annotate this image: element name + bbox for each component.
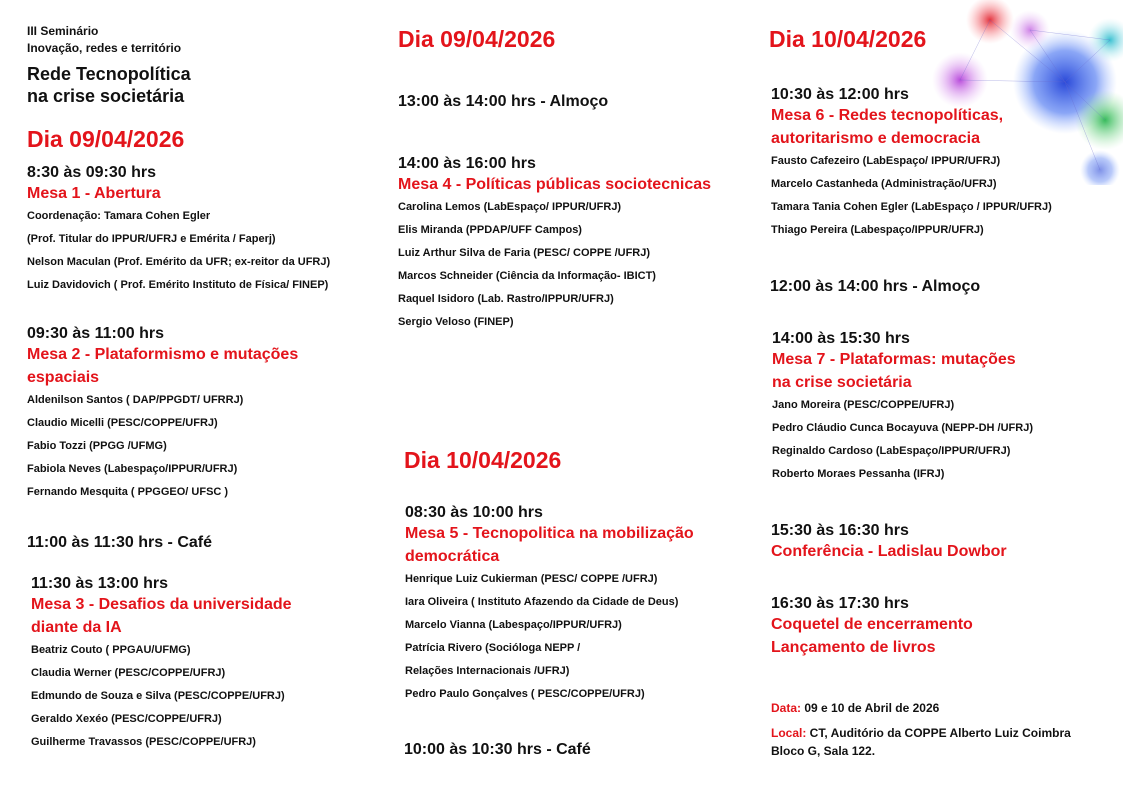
list-item: Guilherme Travassos (PESC/COPPE/UFRJ) [31,736,256,748]
list-item: Claudia Werner (PESC/COPPE/UFRJ) [31,667,226,679]
list-item: Nelson Maculan (Prof. Emérito da UFR; ex-reitor da UFRJ) [27,256,331,268]
list-item: Fabiola Neves (Labespaço/IPPUR/UFRJ) [27,463,238,475]
list-item: Geraldo Xexéo (PESC/COPPE/UFRJ) [31,713,222,725]
session-title: Coquetel de encerramento [771,616,973,633]
session-title: Mesa 7 - Plataformas: mutações [772,351,1016,368]
list-item: (Prof. Titular do IPPUR/UFRJ e Emérita / Faperj) [27,233,276,245]
closing-event [771,595,973,659]
location-value: CT, Auditório da COPPE Alberto Luiz Coimbra [806,726,1071,740]
session-title: Conferência - Ladislau Dowbor [771,543,1007,560]
participant-list [405,568,694,706]
participant-list [27,389,298,504]
list-item: Beatriz Couto ( PPGAU/UFMG) [31,644,191,656]
list-item: Patrícia Rivero (Socióloga NEPP / [405,642,581,654]
event-date [771,698,939,718]
session-title: Mesa 2 - Plataformismo e mutações [27,346,299,363]
session-title: Mesa 1 - Abertura [27,185,161,202]
list-item: Fabio Tozzi (PPGG /UFMG) [27,440,167,452]
session-time: 14:00 às 15:30 hrs [772,330,910,347]
list-item: Luiz Arthur Silva de Faria (PESC/ COPPE /UFRJ) [398,247,651,259]
session-title-cont: democrática [405,548,500,565]
session-time: 15:30 às 16:30 hrs [771,522,909,539]
session-mesa-4 [398,155,711,334]
session-time: 14:00 às 16:00 hrs [398,155,536,172]
list-item: Pedro Cláudio Cunca Bocayuva (NEPP-DH /UFRJ) [772,422,1033,434]
event-location-room: Bloco G, Sala 122. [771,744,876,758]
session-title-cont: na crise societária [772,374,912,391]
list-item: Reginaldo Cardoso (LabEspaço/IPPUR/UFRJ) [772,445,1011,457]
session-mesa-5 [405,504,694,706]
session-title: Mesa 5 - Tecnopolitica na mobilização [405,525,694,542]
day-heading: Dia 09/04/2026 [27,126,185,152]
session-title-cont: autoritarismo e democracia [771,130,980,147]
list-item: Carolina Lemos (LabEspaço/ IPPUR/UFRJ) [398,201,622,213]
list-item: Marcelo Castanheda (Administração/UFRJ) [771,178,997,190]
session-mesa-1 [27,164,330,297]
seminar-edition: III Seminário [27,24,99,38]
lunch-break: 12:00 às 14:00 hrs - Almoço [770,278,981,295]
list-item: Roberto Moraes Pessanha (IFRJ) [772,468,945,480]
list-item: Sergio Veloso (FINEP) [398,316,514,328]
list-item: Pedro Paulo Gonçalves ( PESC/COPPE/UFRJ) [405,688,645,700]
cluster-blue-2 [1080,150,1120,185]
list-item: Marcelo Vianna (Labespaço/IPPUR/UFRJ) [405,619,622,631]
day-heading: Dia 10/04/2026 [404,447,562,473]
date-label: Data: [771,701,802,715]
list-item: Marcos Schneider (Ciência da Informação- IBICT) [398,270,656,282]
location-label: Local: [771,726,807,740]
session-mesa-6 [771,86,1052,242]
session-time: 11:30 às 13:00 hrs [31,575,168,592]
list-item: Claudio Micelli (PESC/COPPE/UFRJ) [27,417,218,429]
date-value: 09 e 10 de Abril de 2026 [801,701,940,715]
lunch-break: 13:00 às 14:00 hrs - Almoço [398,93,609,110]
list-item: Thiago Pereira (Labespaço/IPPUR/UFRJ) [771,224,984,236]
session-title-cont: Lançamento de livros [771,639,936,656]
day-heading: Dia 09/04/2026 [398,26,556,52]
day-heading: Dia 10/04/2026 [769,26,927,52]
session-title-cont: espaciais [27,369,100,386]
list-item: Raquel Isidoro (Lab. Rastro/IPPUR/UFRJ) [398,293,614,305]
session-title: Mesa 3 - Desafios da universidade [31,596,292,613]
list-item: Tamara Tania Cohen Egler (LabEspaço / IPPUR/UFRJ) [771,201,1052,213]
list-item: Luiz Davidovich ( Prof. Emérito Instituto de Física/ FINEP) [27,279,329,291]
participant-list [31,639,292,754]
seminar-title-line1: Rede Tecnopolítica [27,64,191,84]
session-time: 8:30 às 09:30 hrs [27,164,156,181]
list-item: Elis Miranda (PPDAP/UFF Campos) [398,224,582,236]
event-location [771,723,1071,743]
participant-list [771,150,1052,242]
list-item: Henrique Luiz Cukierman (PESC/ COPPE /UFRJ) [405,573,658,585]
list-item: Iara Oliveira ( Instituto Afazendo da Cidade de Deus) [405,596,679,608]
seminar-title-line2: na crise societária [27,86,185,106]
participant-list [27,205,330,297]
list-item: Edmundo de Souza e Silva (PESC/COPPE/UFRJ) [31,690,285,702]
session-mesa-7 [772,330,1033,486]
coffee-break: 10:00 às 10:30 hrs - Café [404,741,591,758]
session-time: 16:30 às 17:30 hrs [771,595,909,612]
session-title: Mesa 6 - Redes tecnopolíticas, [771,107,1004,124]
list-item: Relações Internacionais /UFRJ) [405,665,570,677]
list-item: Aldenilson Santos ( DAP/PPGDT/ UFRRJ) [27,394,244,406]
session-title: Mesa 4 - Políticas públicas sociotecnicas [398,176,712,193]
conference [771,522,1007,563]
participant-list [772,394,1033,486]
session-time: 08:30 às 10:00 hrs [405,504,543,521]
list-item: Fernando Mesquita ( PPGGEO/ UFSC ) [27,486,229,498]
participant-list [398,196,711,334]
list-item: Jano Moreira (PESC/COPPE/UFRJ) [772,399,955,411]
session-time: 10:30 às 12:00 hrs [771,86,909,103]
list-item: Fausto Cafezeiro (LabEspaço/ IPPUR/UFRJ) [771,155,1001,167]
session-mesa-2 [27,325,298,504]
session-mesa-3 [31,575,292,754]
cluster-red [966,0,1014,44]
seminar-theme: Inovação, redes e território [27,41,182,55]
session-title-cont: diante da IA [31,619,122,636]
list-item: Coordenação: Tamara Cohen Egler [27,210,211,222]
session-time: 09:30 às 11:00 hrs [27,325,164,342]
coffee-break: 11:00 às 11:30 hrs - Café [27,534,213,551]
